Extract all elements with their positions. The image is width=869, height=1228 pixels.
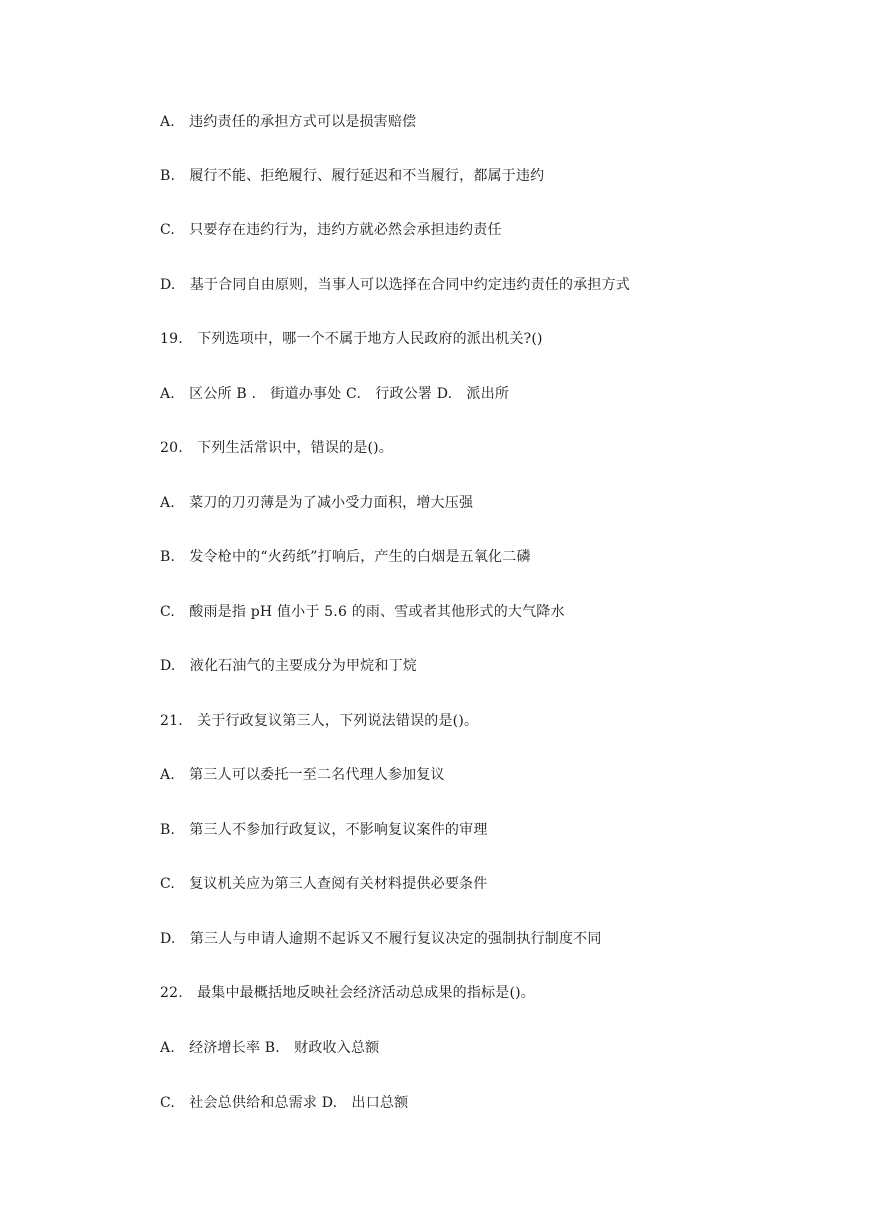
option-a-q20: A. 菜刀的刀刃薄是为了减小受力面积，增大压强 xyxy=(160,495,474,511)
option-c-q18: C. 只要存在违约行为，违约方就必然会承担违约责任 xyxy=(160,222,502,238)
options-q19: A. 区公所 B . 街道办事处 C. 行政公署 D. 派出所 xyxy=(160,386,510,402)
option-d-q18: D. 基于合同自由原则，当事人可以选择在合同中约定违约责任的承担方式 xyxy=(160,277,630,293)
option-b-q21: B. 第三人不参加行政复议，不影响复议案件的审理 xyxy=(160,822,488,838)
option-d-q21: D. 第三人与申请人逾期不起诉又不履行复议决定的强制执行制度不同 xyxy=(160,931,602,947)
option-b-q20: B. 发令枪中的“火药纸”打响后，产生的白烟是五氧化二磷 xyxy=(160,549,531,565)
option-b-q18: B. 履行不能、拒绝履行、履行延迟和不当履行，都属于违约 xyxy=(160,168,545,184)
option-a-q18: A. 违约责任的承担方式可以是损害赔偿 xyxy=(160,114,417,130)
question-20: 20. 下列生活常识中，错误的是()。 xyxy=(160,440,393,456)
question-21: 21. 关于行政复议第三人，下列说法错误的是()。 xyxy=(160,713,479,729)
option-c-q21: C. 复议机关应为第三人查阅有关材料提供必要条件 xyxy=(160,876,488,892)
option-d-q20: D. 液化石油气的主要成分为甲烷和丁烷 xyxy=(160,658,417,674)
options-cd-q22: C. 社会总供给和总需求 D. 出口总额 xyxy=(160,1095,409,1111)
option-a-q21: A. 第三人可以委托一至二名代理人参加复议 xyxy=(160,767,445,783)
options-ab-q22: A. 经济增长率 B. 财政收入总额 xyxy=(160,1040,380,1056)
question-22: 22. 最集中最概括地反映社会经济活动总成果的指标是()。 xyxy=(160,985,535,1001)
question-19: 19. 下列选项中，哪一个不属于地方人民政府的派出机关?() xyxy=(160,331,543,347)
option-c-q20: C. 酸雨是指 pH 值小于 5.6 的雨、雪或者其他形式的大气降水 xyxy=(160,604,565,620)
